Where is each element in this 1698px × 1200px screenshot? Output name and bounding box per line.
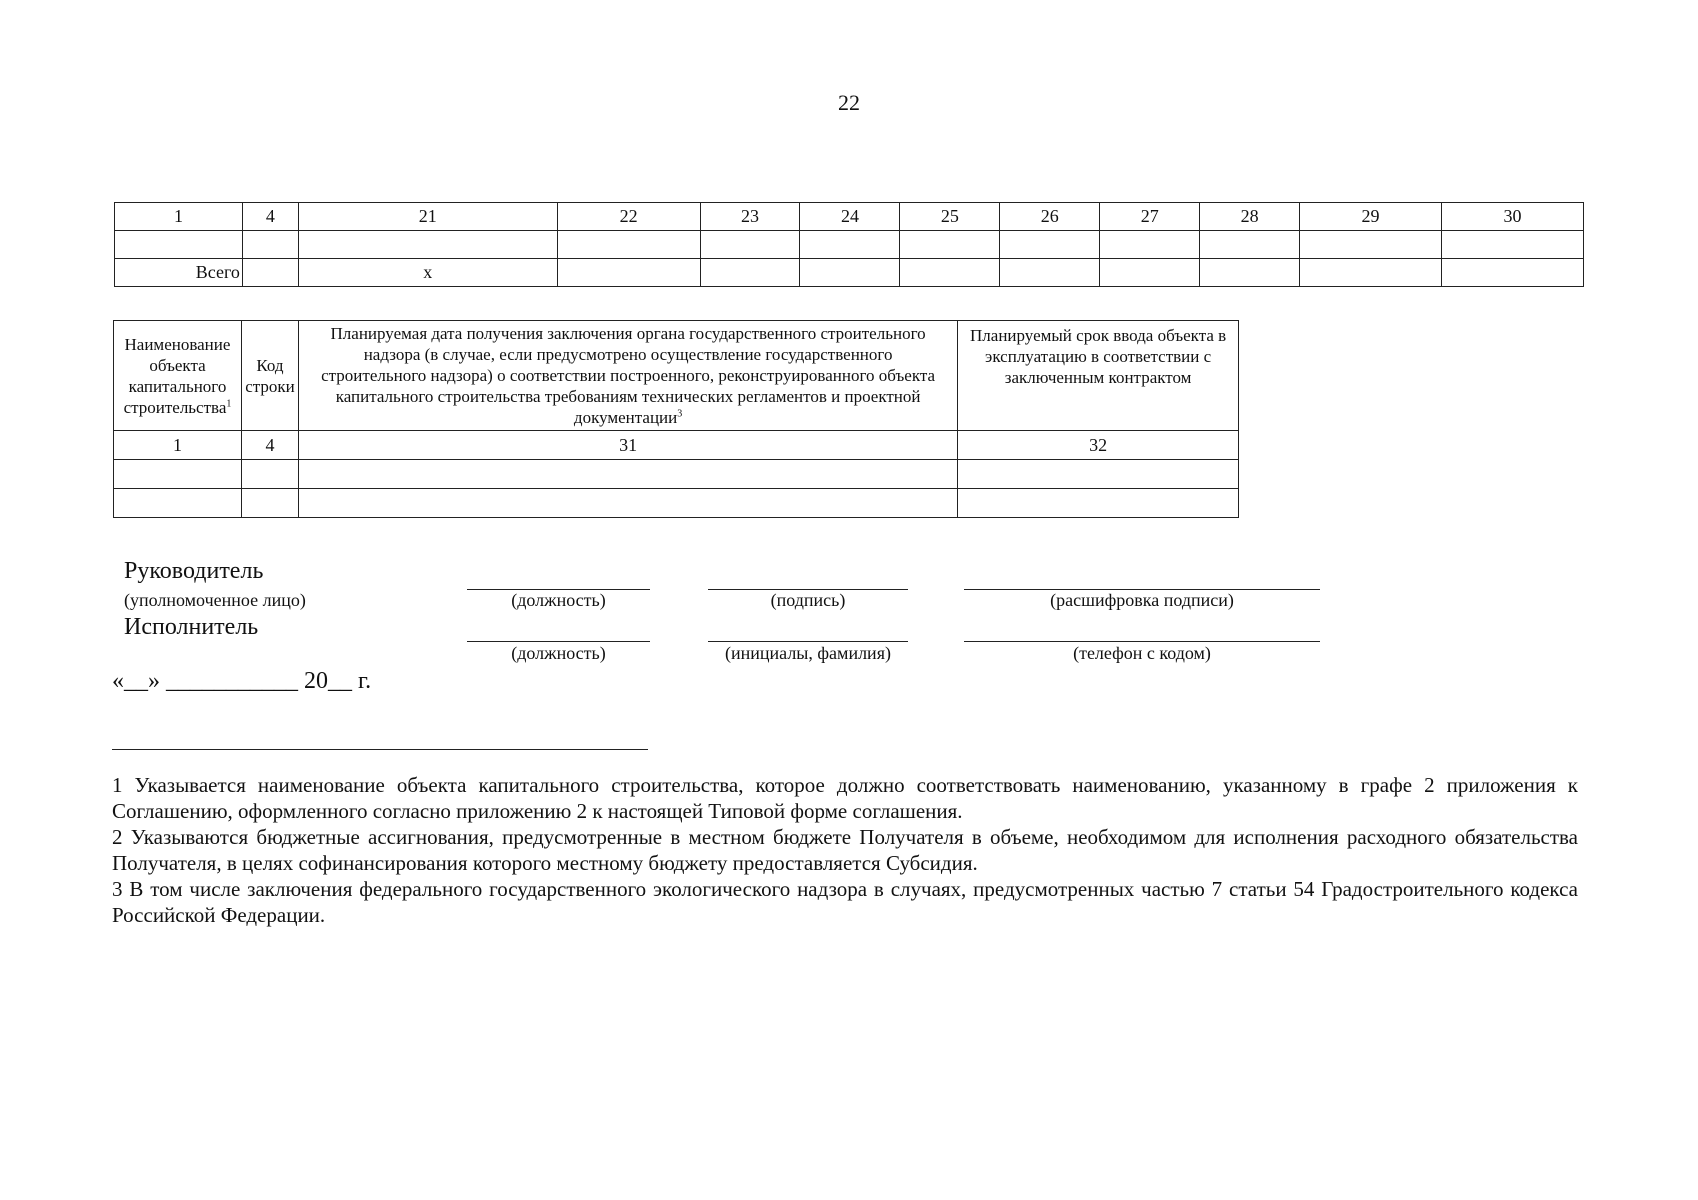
total-label: Всего — [115, 259, 243, 287]
table-cell: 29 — [1300, 203, 1442, 231]
signature-line — [964, 641, 1320, 642]
table-row — [114, 489, 1239, 518]
table-cell — [114, 460, 242, 489]
table-cell — [800, 259, 900, 287]
footnote-ref: 1 — [226, 397, 232, 409]
caption-signature: (подпись) — [770, 590, 846, 610]
column-header: Планируемый срок ввода объекта в эксплуатацию в соответствии с заключенным контрактом — [958, 321, 1239, 431]
caption-signature-decoding: (расшифровка подписи) — [1050, 590, 1234, 610]
table-cell: 25 — [900, 203, 1000, 231]
footnote-ref: 3 — [677, 408, 683, 420]
table-cell — [1100, 259, 1200, 287]
caption-position: (должность) — [511, 643, 606, 663]
table-cell — [958, 460, 1239, 489]
table-cell: 26 — [1000, 203, 1100, 231]
table-cell — [1100, 231, 1200, 259]
table-top-total-row — [115, 259, 1584, 287]
table-cell — [1200, 259, 1300, 287]
table-cell — [800, 231, 900, 259]
caption-initials: (инициалы, фамилия) — [725, 643, 891, 663]
table-top — [114, 202, 1584, 287]
signature-line — [708, 641, 908, 642]
footnote-2: 2 Указываются бюджетные ассигнования, предусмотренные в местном бюджете Получателя в объеме, необходимом для исполнения расходного обязательства Получателя, в целях софинансирования которого местному бюджету предоставляется Субсидия. — [112, 825, 1578, 875]
table-cell: 4 — [241, 431, 298, 460]
table-cell — [557, 231, 700, 259]
table-cell: 28 — [1200, 203, 1300, 231]
table-cell — [1000, 259, 1100, 287]
footnote-3: 3 В том числе заключения федерального государственного экологического надзора в случаях, предусмотренных частью 7 статьи 54 Градостроительного кодекса Российской Федерации. — [112, 877, 1578, 927]
caption-phone: (телефон с кодом) — [1073, 643, 1211, 663]
table-bottom-number-row — [114, 431, 1239, 460]
table-cell — [242, 231, 298, 259]
table-cell — [1000, 231, 1100, 259]
table-cell: 27 — [1100, 203, 1200, 231]
table-cell — [241, 489, 298, 518]
column-header — [298, 321, 957, 431]
table-cell — [1200, 231, 1300, 259]
table-cell — [1441, 259, 1583, 287]
footnote-1: 1 Указывается наименование объекта капитального строительства, которое должно соответствовать наименованию, указанному в графе 2 приложения к Соглашению, оформленного согласно приложению 2 к настоящей Типовой форме соглашения. — [112, 773, 1578, 823]
caption-position: (должность) — [511, 590, 606, 610]
table-cell — [958, 489, 1239, 518]
table-top-empty-row — [115, 231, 1584, 259]
column-header: Код строки — [241, 321, 298, 431]
table-cell: 31 — [298, 431, 957, 460]
table-cell — [241, 460, 298, 489]
head-sublabel: (уполномоченное лицо) — [124, 590, 306, 610]
table-cell: 4 — [242, 203, 298, 231]
table-cell — [700, 259, 800, 287]
table-cell: х — [298, 259, 557, 287]
table-bottom — [113, 320, 1239, 518]
table-cell: 22 — [557, 203, 700, 231]
column-header-text: Наименование объекта капитального строительства — [123, 334, 231, 417]
footnotes — [112, 772, 1578, 928]
executor-label: Исполнитель — [124, 614, 259, 640]
table-cell — [298, 489, 957, 518]
table-cell — [298, 231, 557, 259]
table-cell — [1300, 231, 1442, 259]
table-cell — [242, 259, 298, 287]
signature-line — [467, 641, 650, 642]
page-number: 22 — [838, 90, 860, 115]
table-cell: 1 — [114, 431, 242, 460]
table-top-header-row — [115, 203, 1584, 231]
table-cell: 32 — [958, 431, 1239, 460]
head-label: Руководитель — [124, 558, 264, 584]
table-bottom-header-row — [114, 321, 1239, 431]
table-cell: 21 — [298, 203, 557, 231]
table-cell — [700, 231, 800, 259]
table-cell — [900, 231, 1000, 259]
table-cell — [114, 489, 242, 518]
table-row — [114, 460, 1239, 489]
table-cell — [900, 259, 1000, 287]
column-header-text: Планируемая дата получения заключения органа государственного строительного надзора (в случае, если предусмотрено осуществление государственного строительного надзора) о соответствии построенного, реконструированного объекта капитального строительства требованиям технических регламентов и проектной документации — [321, 324, 936, 427]
table-cell: 23 — [700, 203, 800, 231]
table-cell — [557, 259, 700, 287]
table-cell — [1300, 259, 1442, 287]
table-cell — [298, 460, 957, 489]
column-header — [114, 321, 242, 431]
date-line: «__» ___________ 20__ г. — [112, 668, 372, 694]
table-cell — [1441, 231, 1583, 259]
footnote-separator — [112, 749, 648, 750]
table-cell: 1 — [115, 203, 243, 231]
table-cell: 24 — [800, 203, 900, 231]
table-cell: 30 — [1441, 203, 1583, 231]
table-cell — [115, 231, 243, 259]
